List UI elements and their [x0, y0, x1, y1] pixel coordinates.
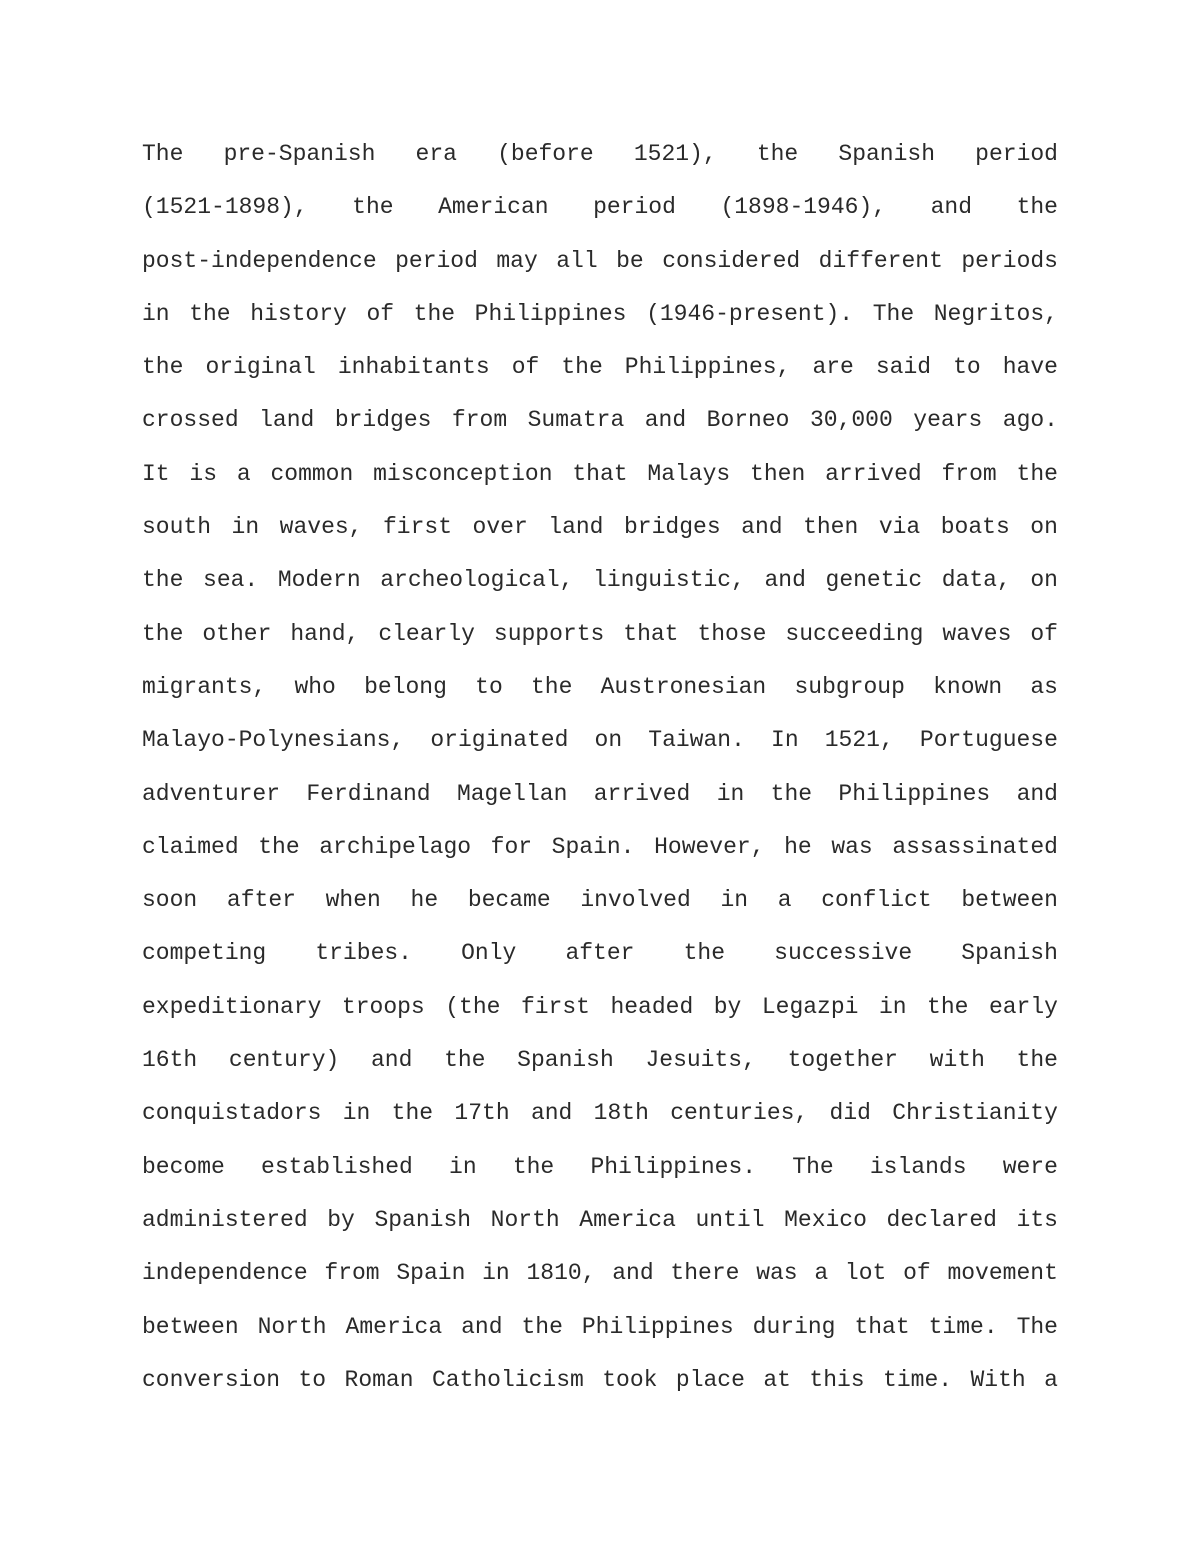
paragraph-word: Spanish: [374, 1206, 472, 1233]
paragraph-word: and: [764, 567, 806, 594]
paragraph-word: are: [812, 354, 854, 381]
paragraph-word: declared: [886, 1206, 997, 1233]
paragraph-word: the: [521, 1313, 563, 1340]
paragraph-word: years: [913, 407, 983, 434]
paragraph-word: to: [475, 673, 503, 700]
paragraph-word: then: [750, 460, 806, 487]
paragraph-word: (before: [497, 141, 594, 167]
paragraph-word: other: [202, 620, 272, 647]
paragraph-word: and: [930, 194, 973, 221]
paragraph-line: [142, 1307, 1058, 1360]
paragraph-word: the: [927, 993, 969, 1020]
paragraph-line: [142, 1040, 1058, 1093]
paragraph-word: The: [1016, 1313, 1058, 1340]
paragraph-word: the: [391, 1100, 434, 1127]
paragraph-word: between: [142, 1313, 239, 1340]
paragraph-word: in: [231, 514, 260, 541]
paragraph-word: all: [556, 247, 598, 274]
paragraph-word: after: [565, 940, 635, 967]
paragraph-word: tribes.: [315, 940, 412, 967]
paragraph-word: competing: [142, 940, 267, 967]
paragraph-word: that: [854, 1313, 910, 1340]
paragraph-word: and: [612, 1260, 654, 1287]
paragraph-word: the: [352, 194, 394, 221]
paragraph-word: Christianity: [892, 1100, 1058, 1127]
paragraph-word: North: [257, 1313, 327, 1340]
paragraph-word: the: [444, 1047, 486, 1074]
paragraph-word: Philippines: [581, 1313, 734, 1340]
paragraph-word: belong: [364, 673, 447, 700]
paragraph-word: linguistic,: [593, 567, 745, 594]
paragraph-word: and: [530, 1100, 573, 1127]
paragraph-word: Malayo-Polynesians,: [142, 727, 405, 754]
paragraph-word: first: [383, 514, 453, 541]
paragraph-word: originated: [430, 727, 569, 754]
paragraph-word: period: [975, 141, 1058, 167]
paragraph-word: Spanish: [961, 940, 1058, 967]
paragraph-word: conversion: [142, 1366, 281, 1393]
paragraph-word: genetic: [825, 567, 923, 594]
paragraph-word: successive: [774, 940, 913, 967]
paragraph-word: during: [752, 1313, 836, 1340]
paragraph-word: Legazpi: [761, 993, 859, 1020]
paragraph-word: from: [941, 460, 997, 487]
paragraph-word: on: [594, 727, 623, 754]
paragraph-line: [142, 560, 1058, 613]
paragraph-word: of: [511, 354, 540, 381]
paragraph-word: the: [1016, 194, 1058, 221]
paragraph-word: the: [142, 354, 184, 381]
paragraph-word: then: [803, 514, 859, 541]
paragraph-line: [142, 294, 1058, 347]
paragraph-word: is: [189, 460, 218, 487]
paragraph-word: he: [784, 833, 812, 860]
paragraph-word: place: [675, 1366, 745, 1393]
paragraph-word: conquistadors: [142, 1100, 322, 1127]
paragraph-word: arrived: [825, 460, 922, 487]
paragraph-word: the: [530, 673, 573, 700]
paragraph-word: 17th: [454, 1100, 510, 1127]
paragraph-word: common: [270, 460, 354, 487]
paragraph-word: archipelago: [319, 833, 472, 860]
paragraph-word: of: [903, 1260, 931, 1287]
paragraph-word: The: [142, 141, 184, 167]
paragraph-word: took: [602, 1366, 658, 1393]
paragraph-word: on: [1030, 514, 1058, 541]
paragraph-word: the: [1016, 1047, 1058, 1074]
paragraph-word: between: [961, 887, 1058, 914]
paragraph-word: period: [395, 247, 478, 274]
paragraph-word: America: [345, 1313, 443, 1340]
paragraph-word: Spanish: [517, 1047, 614, 1074]
paragraph-word: 18th: [593, 1100, 649, 1127]
paragraph-word: for: [490, 833, 533, 860]
paragraph-word: Philippines,: [624, 354, 791, 381]
paragraph-word: said: [875, 354, 932, 381]
paragraph-word: over: [472, 514, 528, 541]
paragraph-word: this: [809, 1366, 865, 1393]
paragraph-word: and: [741, 514, 783, 541]
paragraph-word: sea.: [203, 567, 259, 594]
paragraph-word: there: [670, 1260, 740, 1287]
paragraph-word: Sumatra: [527, 407, 625, 434]
paragraph-word: when: [325, 887, 381, 914]
paragraph-word: Austronesian: [600, 673, 767, 700]
paragraph-word: a: [814, 1260, 829, 1287]
paragraph-word: Modern: [277, 567, 361, 594]
paragraph-word: involved: [580, 887, 691, 914]
paragraph-word: in: [449, 1153, 477, 1180]
paragraph-word: claimed: [142, 833, 239, 860]
paragraph-word: headed: [610, 993, 694, 1020]
paragraph-word: periods: [961, 247, 1058, 274]
paragraph-word: bridges: [624, 514, 721, 541]
paragraph-line: [142, 774, 1058, 827]
paragraph-line: [142, 1200, 1058, 1253]
paragraph-word: its: [1016, 1206, 1058, 1233]
paragraph-word: the: [1016, 460, 1058, 487]
paragraph-line: [142, 187, 1058, 240]
paragraph-word: The: [872, 300, 915, 327]
paragraph-word: early: [988, 993, 1058, 1020]
paragraph-word: Magellan: [456, 780, 568, 807]
paragraph-word: American: [438, 194, 549, 221]
paragraph-word: hand,: [290, 620, 360, 647]
paragraph-word: waves,: [279, 514, 363, 541]
paragraph-word: islands: [869, 1153, 967, 1180]
paragraph-word: era: [415, 141, 457, 167]
paragraph-word: troops: [341, 993, 425, 1020]
paragraph-word: have: [1002, 354, 1058, 381]
paragraph-word: supports: [493, 620, 605, 647]
paragraph-line: [142, 507, 1058, 560]
paragraph-word: be: [616, 247, 644, 274]
paragraph-line: [142, 933, 1058, 986]
paragraph-word: Borneo: [706, 407, 790, 434]
paragraph-word: via: [878, 514, 921, 541]
paragraph-word: (1946-present).: [646, 300, 854, 327]
paragraph-word: 30,000: [809, 407, 893, 434]
paragraph-word: century): [228, 1047, 340, 1074]
paragraph-word: the: [258, 833, 300, 860]
paragraph-word: and: [461, 1313, 503, 1340]
paragraph-word: pre-Spanish: [223, 141, 376, 167]
paragraph-line: [142, 987, 1058, 1040]
paragraph-word: until: [695, 1206, 765, 1233]
paragraph-word: considered: [662, 247, 801, 274]
paragraph-word: Taiwan.: [648, 727, 745, 754]
paragraph-word: he: [410, 887, 439, 914]
paragraph-word: bridges: [334, 407, 432, 434]
body-paragraph: [142, 134, 1058, 1413]
paragraph-line: [142, 720, 1058, 773]
paragraph-word: with: [929, 1047, 985, 1074]
paragraph-word: It: [142, 460, 170, 487]
paragraph-word: was: [756, 1260, 798, 1287]
paragraph-word: 1810,: [526, 1260, 596, 1287]
paragraph-word: different: [818, 247, 943, 274]
paragraph-word: misconception: [373, 460, 553, 487]
paragraph-word: Negritos,: [933, 300, 1058, 327]
paragraph-word: the: [142, 620, 184, 647]
paragraph-word: that: [623, 620, 679, 647]
paragraph-line: [142, 454, 1058, 507]
paragraph-word: boats: [940, 514, 1010, 541]
paragraph-word: centuries,: [670, 1100, 809, 1127]
paragraph-word: Portuguese: [919, 727, 1058, 754]
paragraph-word: In: [771, 727, 799, 754]
paragraph-word: land: [259, 407, 315, 434]
paragraph-word: in: [720, 887, 749, 914]
paragraph-word: Philippines.: [590, 1153, 757, 1180]
paragraph-word: and: [1016, 780, 1058, 807]
paragraph-word: arrived: [593, 780, 691, 807]
paragraph-word: the: [683, 940, 726, 967]
paragraph-word: (the: [445, 993, 501, 1020]
paragraph-word: Only: [461, 940, 517, 967]
paragraph-word: in: [482, 1260, 510, 1287]
paragraph-word: With: [970, 1366, 1026, 1393]
paragraph-word: Malays: [647, 460, 731, 487]
paragraph-word: Catholicism: [431, 1366, 584, 1393]
paragraph-word: archeological,: [380, 567, 574, 594]
paragraph-line: [142, 667, 1058, 720]
paragraph-word: 16th: [142, 1047, 198, 1074]
paragraph-word: crossed: [142, 407, 239, 434]
paragraph-word: the: [142, 567, 184, 594]
paragraph-word: conflict: [821, 887, 932, 914]
paragraph-word: original: [205, 354, 316, 381]
paragraph-word: waves: [942, 620, 1012, 647]
paragraph-line: [142, 134, 1058, 187]
paragraph-word: the: [770, 780, 813, 807]
paragraph-word: clearly: [378, 620, 475, 647]
paragraph-word: on: [1030, 567, 1058, 594]
paragraph-word: data,: [941, 567, 1011, 594]
paragraph-word: history: [250, 300, 347, 327]
paragraph-word: subgroup: [794, 673, 905, 700]
paragraph-line: [142, 1093, 1058, 1146]
paragraph-word: a: [777, 887, 792, 914]
paragraph-word: America: [579, 1206, 676, 1233]
paragraph-word: south: [142, 514, 212, 541]
paragraph-word: the: [189, 300, 231, 327]
paragraph-word: lot: [844, 1260, 887, 1287]
paragraph-word: Ferdinand: [306, 780, 431, 807]
paragraph-word: North: [490, 1206, 560, 1233]
paragraph-word: established: [261, 1153, 413, 1180]
paragraph-word: in: [142, 300, 170, 327]
paragraph-line: [142, 241, 1058, 294]
paragraph-word: Spain: [396, 1260, 466, 1287]
paragraph-line: [142, 1360, 1058, 1413]
paragraph-word: Spain.: [551, 833, 635, 860]
paragraph-word: become: [142, 1153, 225, 1180]
paragraph-word: a: [236, 460, 251, 487]
paragraph-word: However,: [654, 833, 765, 860]
paragraph-word: the: [512, 1153, 555, 1180]
paragraph-word: succeeding: [785, 620, 924, 647]
paragraph-word: a: [1044, 1366, 1058, 1393]
paragraph-word: land: [548, 514, 604, 541]
paragraph-word: Philippines: [838, 780, 991, 807]
paragraph-word: inhabitants: [337, 354, 490, 381]
paragraph-word: that: [572, 460, 628, 487]
paragraph-word: from: [324, 1260, 380, 1287]
paragraph-word: may: [496, 247, 538, 274]
paragraph-word: time.: [883, 1366, 953, 1393]
paragraph-word: (1898-1946),: [720, 194, 887, 221]
paragraph-line: [142, 880, 1058, 933]
paragraph-word: and: [370, 1047, 413, 1074]
paragraph-word: the: [413, 300, 456, 327]
paragraph-word: time.: [928, 1313, 998, 1340]
paragraph-word: together: [787, 1047, 898, 1074]
paragraph-word: 1521,: [824, 727, 894, 754]
paragraph-word: soon: [142, 887, 198, 914]
paragraph-word: Philippines: [474, 300, 627, 327]
paragraph-word: assassinated: [892, 833, 1058, 860]
paragraph-word: ago.: [1002, 407, 1058, 434]
paragraph-word: post-independence: [142, 247, 377, 274]
paragraph-word: to: [953, 354, 981, 381]
paragraph-word: after: [226, 887, 296, 914]
paragraph-word: was: [831, 833, 873, 860]
paragraph-line: [142, 347, 1058, 400]
paragraph-word: became: [467, 887, 551, 914]
paragraph-word: migrants,: [142, 673, 267, 700]
paragraph-line: [142, 400, 1058, 453]
paragraph-line: [142, 1147, 1058, 1200]
paragraph-word: in: [716, 780, 745, 807]
paragraph-word: from: [451, 407, 508, 434]
paragraph-word: to: [298, 1366, 327, 1393]
paragraph-word: in: [878, 993, 907, 1020]
paragraph-word: in: [342, 1100, 371, 1127]
paragraph-word: administered: [142, 1206, 308, 1233]
paragraph-word: as: [1030, 673, 1058, 700]
paragraph-word: movement: [947, 1260, 1058, 1287]
paragraph-word: The: [792, 1153, 834, 1180]
paragraph-word: by: [713, 993, 742, 1020]
paragraph-word: the: [561, 354, 603, 381]
paragraph-word: Jesuits,: [645, 1047, 756, 1074]
paragraph-word: of: [366, 300, 395, 327]
paragraph-word: did: [829, 1100, 871, 1127]
paragraph-word: first: [520, 993, 590, 1020]
paragraph-word: expeditionary: [142, 993, 322, 1020]
paragraph-line: [142, 827, 1058, 880]
paragraph-word: Mexico: [784, 1206, 867, 1233]
paragraph-word: and: [644, 407, 687, 434]
paragraph-line: [142, 1253, 1058, 1306]
paragraph-word: by: [327, 1206, 355, 1233]
paragraph-line: [142, 614, 1058, 667]
paragraph-word: period: [593, 194, 676, 221]
paragraph-word: independence: [142, 1260, 308, 1287]
paragraph-word: who: [294, 673, 336, 700]
paragraph-word: were: [1002, 1153, 1058, 1180]
paragraph-word: known: [933, 673, 1003, 700]
paragraph-word: those: [697, 620, 767, 647]
paragraph-word: Spanish: [838, 141, 936, 167]
paragraph-word: 1521),: [633, 141, 717, 167]
paragraph-word: at: [763, 1366, 791, 1393]
paragraph-word: (1521-1898),: [142, 194, 308, 221]
paragraph-word: adventurer: [142, 780, 281, 807]
paragraph-word: the: [756, 141, 799, 167]
paragraph-word: of: [1030, 620, 1058, 647]
paragraph-word: Roman: [344, 1366, 414, 1393]
